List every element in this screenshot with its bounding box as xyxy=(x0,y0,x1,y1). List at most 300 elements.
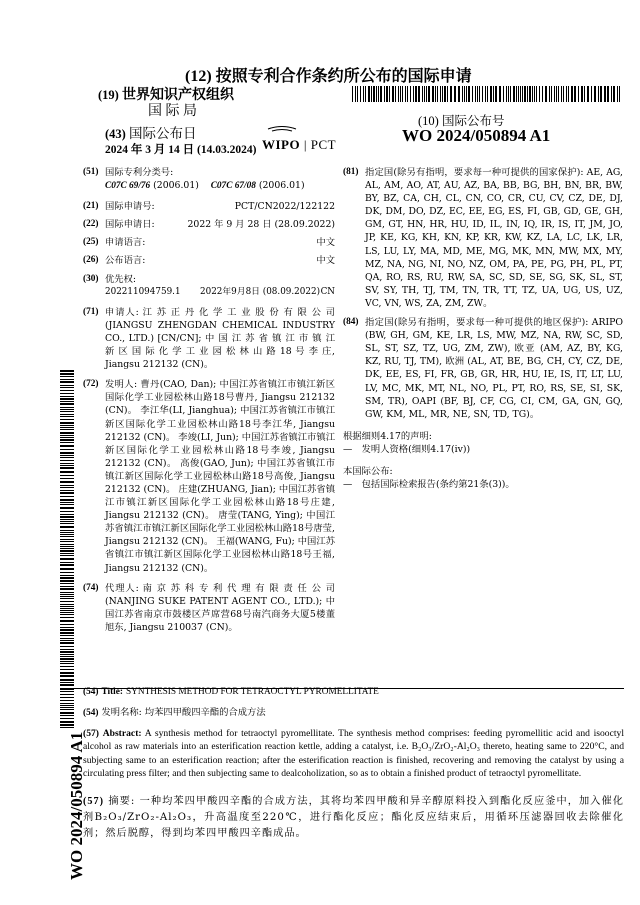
barcode-bar xyxy=(60,502,74,503)
barcode-bar xyxy=(556,86,557,102)
barcode-bar xyxy=(360,86,361,102)
abstract-en-text: A synthesis method for tetraoctyl pyromellitate. The synthesis method comprises: feeding pyromellitic acid and isooctyl alcohol as raw materials into an esterification reaction kettle, adding a catalyst, i.e. B₂O₃/ZrO₂-Al₂O₃ thereto, heating same to 220°C, and subjecting same to an esterification reaction; after the esterification reaction is finished, recovering and removing the catalyst by using a circulating press filter; and then subjecting same to dealcoholization, so as to obtain a finished product of tetraoctyl pyromellitate. xyxy=(83,728,624,779)
declarations xyxy=(343,430,623,456)
barcode-bar xyxy=(60,635,74,636)
barcode-bar xyxy=(60,640,74,641)
barcode-bar xyxy=(529,86,531,102)
barcode-bar xyxy=(60,521,74,522)
barcode-bar xyxy=(60,376,74,377)
org-block xyxy=(98,87,258,120)
barcode-bar xyxy=(368,86,370,102)
barcode-bar xyxy=(60,419,74,420)
barcode-bar xyxy=(493,86,494,102)
pct-logo-text: PCT xyxy=(310,137,337,152)
barcode-bar xyxy=(458,86,460,102)
barcode-bar xyxy=(475,86,476,102)
barcode-bar xyxy=(60,548,74,549)
barcode-bar xyxy=(60,492,74,494)
field-30-num: (30) xyxy=(83,273,99,284)
barcode-bar xyxy=(60,460,74,461)
barcode-bar xyxy=(60,588,74,590)
pubdate-num: (43) xyxy=(105,127,126,141)
barcode-bar xyxy=(398,86,399,102)
barcode-bar xyxy=(60,457,74,458)
declarations-item: — 发明人资格(细则4.17(iv)) xyxy=(343,443,471,455)
barcode-bar xyxy=(405,86,406,102)
barcode-bar xyxy=(376,86,377,102)
barcode-bar xyxy=(482,86,483,102)
barcode-bar xyxy=(522,86,523,102)
field-84 xyxy=(343,316,623,421)
publication-item: — 包括国际检索报告(条约第21条(3))。 xyxy=(343,479,515,491)
barcode-bar xyxy=(60,669,74,670)
barcode-bar xyxy=(468,86,470,102)
ipc-class-2: C07C 67/08 xyxy=(210,181,256,192)
barcode-bar xyxy=(400,86,401,102)
barcode-bar xyxy=(60,684,74,686)
barcode-bar xyxy=(60,629,74,631)
barcode-bar xyxy=(410,86,411,102)
barcode-bar xyxy=(60,553,74,554)
barcode-bar xyxy=(574,86,576,102)
field-25-num: (25) xyxy=(83,237,99,248)
abstract-zh xyxy=(83,794,624,842)
title-en-label: Title: xyxy=(101,687,123,697)
barcode-bar xyxy=(60,411,74,412)
barcode-bar xyxy=(604,86,606,102)
barcode-bar xyxy=(60,403,74,405)
field-71 xyxy=(83,306,335,371)
barcode-bar xyxy=(545,86,547,102)
barcode-bar xyxy=(464,86,465,102)
barcode-bar xyxy=(60,452,74,454)
pubdate-value: 2024 年 3 月 14 日 (14.03.2024) xyxy=(105,144,257,156)
abstract-en-num: (57) xyxy=(83,728,99,740)
barcode-bar xyxy=(384,86,385,102)
barcode-bar xyxy=(472,86,473,102)
barcode-bar xyxy=(60,632,74,634)
abstract-zh-text: 一种均苯四甲酸四辛酯的合成方法，其将均苯四甲酸和异辛醇原料投入到酯化反应釜中，加入催化剂B₂O₃/ZrO₂-Al₂O₃，升高温度至220℃，进行酯化反应；酯化反应结束后，用循环压滤器回收去除催化剂；然后脱醇，得到均苯四甲酸四辛酯成品。 xyxy=(83,796,624,839)
barcode-bar xyxy=(60,442,74,443)
barcode-bar xyxy=(60,703,74,704)
barcode-bar xyxy=(378,86,379,102)
barcode-bar xyxy=(60,555,74,556)
field-21-label: 国际申请号: xyxy=(105,201,155,213)
barcode-bar xyxy=(60,471,74,473)
title-zh-num: (54) xyxy=(83,708,99,719)
barcode-bar xyxy=(60,463,74,464)
barcode-bar xyxy=(60,642,74,644)
barcode-bar xyxy=(60,511,74,512)
barcode-bar xyxy=(60,496,74,497)
field-25 xyxy=(83,236,335,249)
barcode-bar xyxy=(60,429,74,430)
title-en: SYNTHESIS METHOD FOR TETRAOCTYL PYROMELLITATE xyxy=(125,687,379,697)
barcode-bar xyxy=(60,575,74,576)
barcode-bar xyxy=(617,86,618,102)
barcode-bar xyxy=(60,414,74,415)
barcode-bar xyxy=(60,536,74,537)
barcode-bar xyxy=(566,86,567,102)
barcode-bar xyxy=(60,564,74,566)
pubdate-block xyxy=(105,126,256,158)
barcode-bar xyxy=(527,86,528,102)
barcode-bar xyxy=(60,490,74,491)
barcode-bar xyxy=(584,86,585,102)
field-26 xyxy=(83,254,335,267)
field-26-value: 中文 xyxy=(316,255,335,267)
barcode-bar xyxy=(60,504,74,505)
barcode-bar xyxy=(495,86,497,102)
barcode-bar xyxy=(60,425,74,426)
barcode-bar xyxy=(518,86,519,102)
side-pubno: WO 2024/050894 A1 xyxy=(67,731,86,880)
barcode-bar xyxy=(485,86,486,102)
barcode-bar xyxy=(591,86,592,102)
barcode-bar xyxy=(60,398,74,400)
barcode-bar xyxy=(513,86,515,102)
barcode-bar xyxy=(600,86,602,102)
pubno-label: (10) 国际公布号 xyxy=(418,114,505,128)
barcode-bar xyxy=(524,86,526,102)
barcode-bar xyxy=(60,409,74,410)
document-title: (12) 按照专利合作条约所公布的国际申请 xyxy=(185,68,472,85)
field-74 xyxy=(83,582,335,634)
barcode-bar xyxy=(60,601,74,602)
barcode-bar xyxy=(60,604,74,605)
field-22-value: 2022 年 9 月 28 日 (28.09.2022) xyxy=(187,219,335,231)
abstract-en xyxy=(83,727,624,780)
barcode-bar xyxy=(60,586,74,587)
barcode-bar xyxy=(365,86,366,102)
barcode-bar xyxy=(60,396,74,397)
barcode-bar xyxy=(520,86,521,102)
barcode-bar xyxy=(60,514,74,515)
barcode-bar xyxy=(60,697,74,698)
field-22-num: (22) xyxy=(83,219,99,230)
barcode-bar xyxy=(60,539,74,540)
barcode-bar xyxy=(371,86,372,102)
barcode-bar xyxy=(60,393,74,394)
barcode-bar xyxy=(60,694,74,695)
barcode-bar xyxy=(60,627,74,628)
barcode-bar xyxy=(426,86,427,102)
barcode-bar xyxy=(60,594,74,595)
declarations-title: 根据细则4.17的声明: xyxy=(343,430,432,442)
barcode-bar xyxy=(534,86,535,102)
barcode-bar xyxy=(60,381,74,383)
barcode-bar xyxy=(506,86,507,102)
field-51 xyxy=(83,166,335,193)
right-column xyxy=(343,166,623,491)
barcode-bar xyxy=(60,519,74,520)
barcode-bar xyxy=(60,718,74,719)
barcode-bar xyxy=(60,612,74,613)
abstract-zh-num: (57) xyxy=(83,796,104,807)
barcode-bar xyxy=(60,608,74,609)
barcode-bar xyxy=(60,373,74,375)
barcode-bar xyxy=(60,416,74,417)
barcode-bar xyxy=(60,712,74,714)
barcode-bar xyxy=(392,86,394,102)
wipo-logo-text: WIPO xyxy=(262,137,301,152)
ipc-class-1-year: (2006.01) xyxy=(153,180,199,192)
barcode-bar xyxy=(424,86,425,102)
barcode-bar xyxy=(571,86,573,102)
left-column xyxy=(83,166,335,634)
barcode-bar xyxy=(466,86,467,102)
field-72 xyxy=(83,378,335,574)
barcode-bar xyxy=(613,86,615,102)
barcode-bar xyxy=(352,86,353,102)
barcode-bar xyxy=(60,530,74,531)
barcode-bar xyxy=(60,691,74,692)
barcode-bar xyxy=(60,721,74,723)
barcode-bar xyxy=(373,86,375,102)
barcode-bar xyxy=(442,86,443,102)
barcode-bar xyxy=(60,407,74,408)
barcode-bar xyxy=(598,86,599,102)
pubdate-label: 国际公布日 xyxy=(128,126,197,141)
agent-text: 代理人: 南 京 苏 科 专 利 代 理 有 限 责 任 公 司 (NANJING SUKE PATENT AGENT CO., LTD.); 中国江苏省南京市鼓楼区芦席营68号南汽商务大厦5楼董旭东, Jiangsu 210037 (CN)。 xyxy=(105,582,335,633)
barcode-bar xyxy=(60,596,74,597)
field-51-label: 国际专利分类号: xyxy=(105,167,174,178)
barcode-bar xyxy=(60,651,74,653)
barcode-bar xyxy=(60,727,74,728)
barcode-bar xyxy=(60,610,74,611)
title-en-num: (54) xyxy=(83,687,99,697)
barcode-bar xyxy=(447,86,448,102)
barcode-bar xyxy=(60,532,74,533)
barcode-bar xyxy=(437,86,438,102)
field-26-num: (26) xyxy=(83,255,99,266)
title-zh-label: 发明名称: xyxy=(101,707,142,719)
barcode-bar xyxy=(60,663,74,664)
designated-states-text: 指定国(除另有指明，要求每一种可提供的国家保护): AE, AG, AL, AM, AO, AT, AU, AZ, BA, BB, BG, BH, BN, BR, BW, BY, BZ, CA, CH, CL, CN, CO, CR, CU, CV, CZ, DE, DJ, DK, DM, DO, DZ, EC, EE, EG, ES, FI, GB, GD, GE, GH, GM, GT, HN, HR, HU, ID, IL, IN, IQ, IR, IS, IT, JM, JO, JP, KE, KG, KH, KN, KP, KR, KW, KZ, LA, LC, LK, LR, LS, LU, LY, MA, MD, ME, MG, MK, MN, MW, MX, MY, MZ, NA, NG, NI, NO, NZ, OM, PA, PE, PG, PH, PL, PT, QA, RO, RS, RU, RW, SA, SC, SD, SE, SG, SK, SL, ST, SV, SY, TH, TJ, TM, TN, TR, TT, TZ, UA, UG, US, UZ, VC, VN, WS, ZA, ZM, ZW。 xyxy=(365,167,623,309)
barcode-bar xyxy=(462,86,463,102)
org-bureau: 国 际 局 xyxy=(148,104,197,119)
barcode-bar xyxy=(60,614,74,615)
field-26-label: 公布语言: xyxy=(105,255,146,267)
barcode-bar xyxy=(60,422,74,424)
field-81-num: (81) xyxy=(343,167,359,177)
barcode-bar xyxy=(60,485,74,486)
barcode-bar xyxy=(60,499,74,501)
title-en-row xyxy=(83,685,624,699)
barcode-bar xyxy=(60,478,74,479)
barcode-bar xyxy=(60,724,74,726)
field-51-num: (51) xyxy=(83,167,99,177)
barcode-bar xyxy=(389,86,390,102)
barcode-bar xyxy=(60,526,74,528)
barcode-bar xyxy=(386,86,388,102)
inventors-text: 发明人: 曹丹(CAO, Dan); 中国江苏省镇江市镇江新区国际化学工业园松林山路18号曹丹, Jiangsu 212132 (CN)。 李江华(LI, Jianghua); 中国江苏省镇江市镇江新区国际化学工业园松林山路18号李江华, Jiangsu 212132 (CN)。 李竣(LI, Jun); 中国江苏省镇江市镇江新区国际化学工业园松林山路18号李竣, Jiangsu 212132 (CN)。 高俊(GAO, Jun); 中国江苏省镇江市镇江新区国际化学工业园松林山路18号高俊, Jiangsu 212132 (CN)。 庄建(ZHUANG, Jian); 中国江苏省镇江市镇江新区国际化学工业园松林山路18号庄建, Jiangsu 212132 (CN)。 唐莹(TANG, Ying); 中国江苏省镇江市镇江新区国际化学工业园松林山路18号唐莹, Jiangsu 212132 (CN)。 王福(WANG, Fu); 中国江苏省镇江市镇江新区国际化学工业园松林山路18号王福, Jiangsu 212132 (CN)。 xyxy=(105,379,335,574)
priority-appno: 202211094759.1 xyxy=(105,286,181,297)
barcode-bar xyxy=(551,86,552,102)
barcode-bar xyxy=(415,86,417,102)
title-zh: 均苯四甲酸四辛酯的合成方法 xyxy=(144,707,266,719)
field-25-label: 申请语言: xyxy=(105,237,146,249)
barcode-bar xyxy=(587,86,589,102)
barcode-bar xyxy=(60,646,74,647)
barcode-bar xyxy=(60,475,74,476)
side-barcode xyxy=(60,370,74,730)
barcode-bar xyxy=(60,534,74,535)
barcode-bar xyxy=(60,449,74,450)
barcode-bar xyxy=(395,86,396,102)
barcode-bar xyxy=(60,445,74,447)
top-barcode xyxy=(352,86,622,102)
barcode-bar xyxy=(422,86,423,102)
barcode-bar xyxy=(60,432,74,434)
barcode-bar xyxy=(60,387,74,388)
barcode-bar xyxy=(450,86,452,102)
barcode-bar xyxy=(477,86,478,102)
barcode-bar xyxy=(479,86,480,102)
barcode-bar xyxy=(60,379,74,380)
priority-country: CN xyxy=(320,286,335,297)
barcode-bar xyxy=(510,86,511,102)
barcode-bar xyxy=(60,656,74,657)
barcode-bar xyxy=(60,558,74,560)
bottom-section xyxy=(83,685,624,842)
field-21 xyxy=(83,200,335,213)
priority-date: 2022年9月8日 (08.09.2022) xyxy=(200,286,320,297)
applicant-text: 申请人: 江 苏 正 丹 化 学 工 业 股 份 有 限 公 司 (JIANGSU ZHENGDAN CHEMICAL INDUSTRY CO., LTD.) [CN/CN]; 中 国 江 苏 省 镇 江 市 镇 江 新 区 国 际 化 学 工 业 园 松 林 山 路 18 号 李 庄, Jiangsu 212132 (CN)。 xyxy=(105,306,335,371)
barcode-bar xyxy=(578,86,579,102)
barcode-bar xyxy=(60,541,74,542)
barcode-bar xyxy=(60,638,74,639)
barcode-bar xyxy=(60,401,74,402)
org-name: 世界知识产权组织 xyxy=(121,88,234,103)
barcode-bar xyxy=(60,675,74,677)
field-25-value: 中文 xyxy=(316,237,335,249)
barcode-bar xyxy=(60,568,74,570)
barcode-bar xyxy=(60,546,74,547)
barcode-bar xyxy=(413,86,414,102)
barcode-bar xyxy=(60,390,74,391)
barcode-bar xyxy=(60,707,74,708)
barcode-bar xyxy=(60,455,74,456)
field-84-num: (84) xyxy=(343,317,359,328)
title-zh-row xyxy=(83,706,624,720)
barcode-bar xyxy=(60,439,74,441)
barcode-bar xyxy=(60,427,74,428)
publication-note xyxy=(343,465,623,491)
barcode-bar xyxy=(60,435,74,436)
field-21-value: PCT/CN2022/122122 xyxy=(234,201,335,213)
barcode-bar xyxy=(549,86,550,102)
barcode-bar xyxy=(402,86,403,102)
barcode-bar xyxy=(619,86,620,102)
barcode-bar xyxy=(60,385,74,386)
barcode-bar xyxy=(60,709,74,710)
barcode-bar xyxy=(60,598,74,599)
ipc-class-1: C07C 69/76 xyxy=(105,181,151,192)
barcode-bar xyxy=(539,86,540,102)
barcode-bar xyxy=(60,544,74,545)
barcode-bar xyxy=(516,86,517,102)
barcode-bar xyxy=(60,682,74,683)
barcode-bar xyxy=(60,666,74,667)
ipc-class-2-year: (2006.01) xyxy=(258,180,305,192)
barcode-bar xyxy=(499,86,501,102)
barcode-bar xyxy=(60,516,74,518)
field-22 xyxy=(83,218,335,231)
barcode-bar xyxy=(60,507,74,509)
barcode-bar xyxy=(60,592,74,593)
barcode-bar xyxy=(357,86,358,102)
abstract-zh-label: 摘要: xyxy=(108,796,136,807)
barcode-bar xyxy=(563,86,564,102)
barcode-bar xyxy=(60,624,74,625)
field-30 xyxy=(83,273,335,299)
barcode-bar xyxy=(444,86,446,102)
barcode-bar xyxy=(542,86,543,102)
abstract-en-label: Abstract: xyxy=(102,728,142,740)
barcode-bar xyxy=(490,86,492,102)
field-74-num: (74) xyxy=(83,582,99,593)
barcode-bar xyxy=(60,562,74,563)
barcode-bar xyxy=(60,672,74,674)
barcode-bar xyxy=(532,86,533,102)
field-71-num: (71) xyxy=(83,306,99,317)
barcode-bar xyxy=(611,86,612,102)
barcode-bar xyxy=(60,661,74,662)
barcode-bar xyxy=(60,370,74,372)
barcode-bar xyxy=(60,606,74,607)
barcode-bar xyxy=(60,465,74,466)
barcode-bar xyxy=(363,86,364,102)
barcode-bar xyxy=(60,700,74,701)
field-72-num: (72) xyxy=(83,379,99,390)
org-num: (19) xyxy=(98,88,119,102)
barcode-bar xyxy=(607,86,609,102)
field-30-label: 优先权: xyxy=(105,273,137,285)
barcode-bar xyxy=(355,86,356,102)
barcode-bar xyxy=(60,580,74,582)
barcode-bar xyxy=(435,86,436,102)
barcode-bar xyxy=(536,86,537,102)
barcode-bar xyxy=(568,86,569,102)
barcode-bar xyxy=(60,577,74,579)
barcode-bar xyxy=(60,649,74,650)
barcode-bar xyxy=(554,86,555,102)
barcode-bar xyxy=(60,715,74,716)
barcode-bar xyxy=(428,86,430,102)
pubno-value: WO 2024/050894 A1 xyxy=(402,126,551,145)
barcode-bar xyxy=(60,487,74,488)
barcode-bar xyxy=(60,705,74,706)
barcode-bar xyxy=(60,658,74,660)
barcode-bar xyxy=(60,572,74,573)
publication-title: 本国际公布: xyxy=(343,465,393,477)
barcode-bar xyxy=(380,86,382,102)
barcode-bar xyxy=(594,86,596,102)
barcode-bar xyxy=(60,679,74,681)
barcode-bar xyxy=(487,86,488,102)
barcode-bar xyxy=(418,86,420,102)
barcode-bar xyxy=(60,481,74,483)
barcode-bar xyxy=(581,86,583,102)
barcode-bar xyxy=(60,523,74,524)
field-81 xyxy=(343,166,623,310)
field-21-num: (21) xyxy=(83,201,99,212)
barcode-bar xyxy=(60,437,74,438)
barcode-bar xyxy=(60,467,74,469)
barcode-bar xyxy=(60,620,74,622)
wipo-logo: WIPO | PCT xyxy=(262,125,342,151)
